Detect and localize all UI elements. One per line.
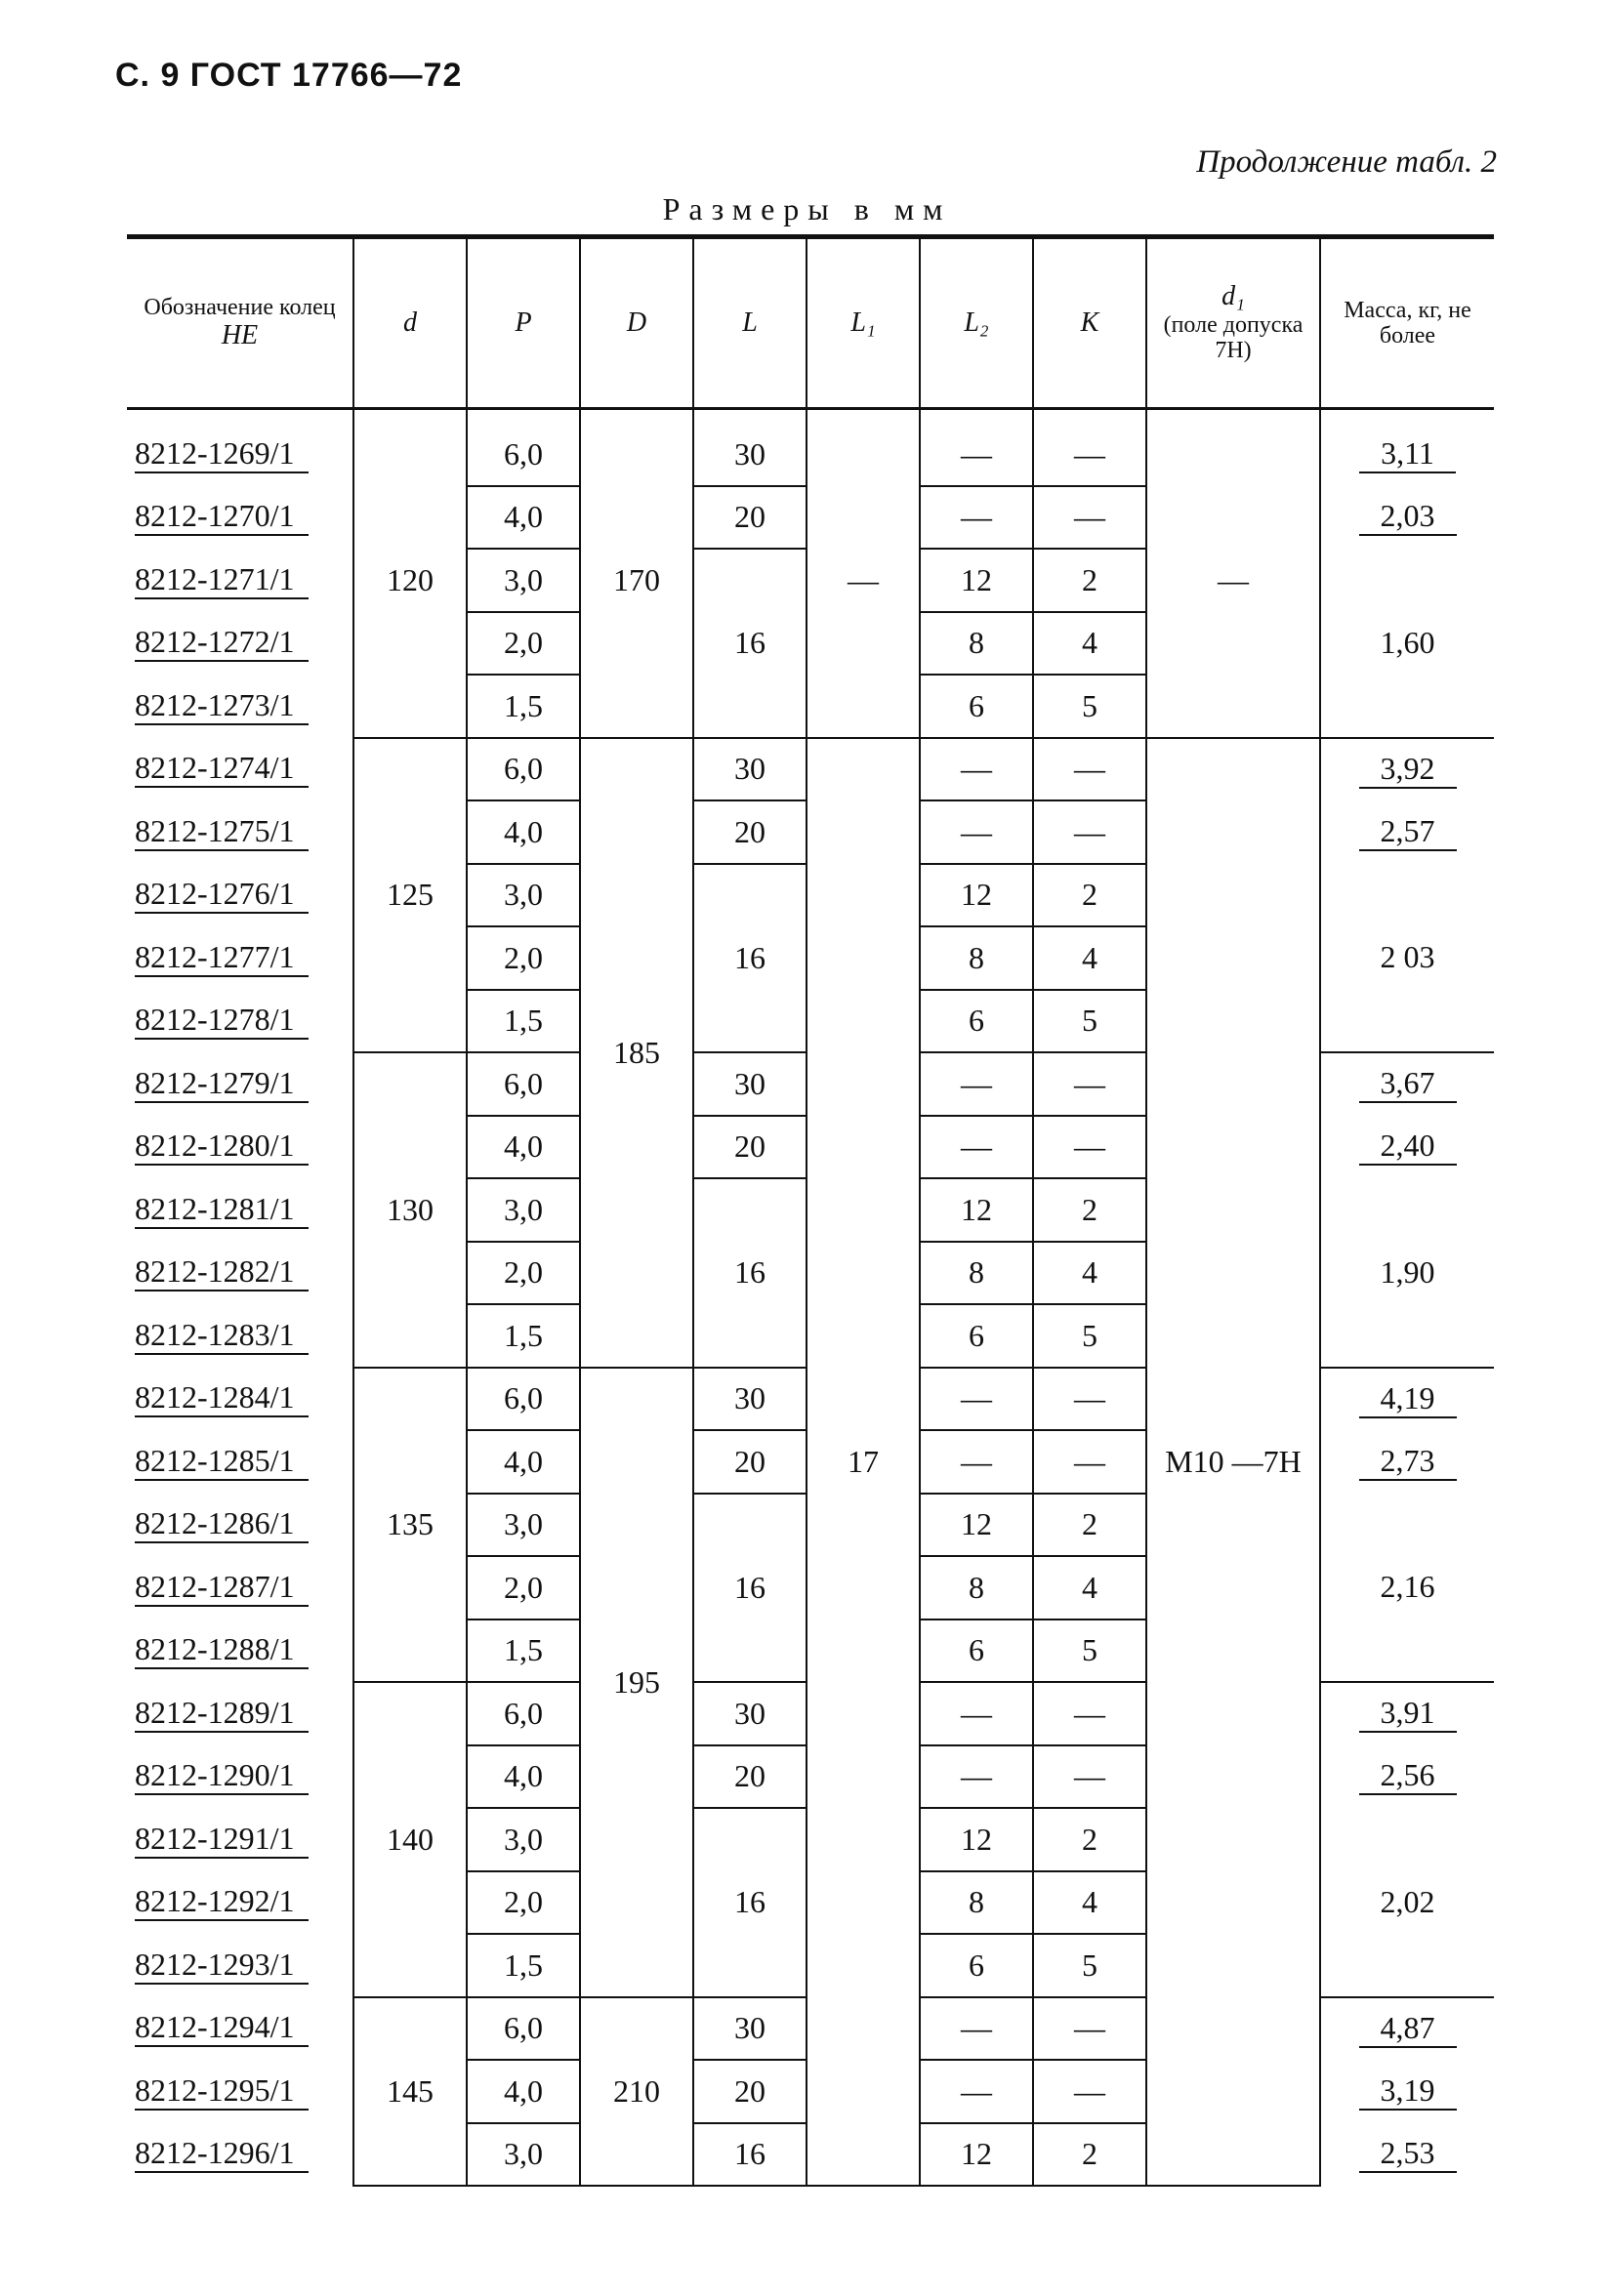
cell-p: 4,0 [467, 1116, 580, 1179]
cell-designation [127, 1556, 353, 1620]
cell-p: 6,0 [467, 409, 580, 486]
cell-mass [1320, 1745, 1494, 1809]
cell-mass [1320, 1430, 1494, 1494]
cell-L: 20 [693, 2060, 807, 2123]
cell-K: — [1033, 1116, 1146, 1179]
cell-L: 30 [693, 1052, 807, 1116]
cell-K: 4 [1033, 1242, 1146, 1305]
cell-d1: М10 —7Н [1146, 738, 1320, 2187]
cell-p: 6,0 [467, 1052, 580, 1116]
header-L [693, 237, 807, 409]
cell-mass: 1,90 [1320, 1178, 1494, 1368]
cell-d: 120 [353, 409, 467, 738]
table-header-row [127, 237, 1494, 409]
cell-p: 1,5 [467, 1934, 580, 1997]
cell-p: 4,0 [467, 1745, 580, 1809]
cell-L: 30 [693, 1997, 807, 2061]
ring-designation: 8212-1288/1 [135, 1631, 309, 1669]
cell-designation [127, 1494, 353, 1557]
cell-K: 4 [1033, 926, 1146, 990]
cell-K: 2 [1033, 1178, 1146, 1242]
cell-p: 2,0 [467, 1242, 580, 1305]
cell-L2: 8 [920, 1556, 1033, 1620]
cell-p: 6,0 [467, 1368, 580, 1431]
cell-mass [1320, 738, 1494, 801]
cell-designation [127, 864, 353, 927]
cell-p: 2,0 [467, 926, 580, 990]
cell-K: — [1033, 738, 1146, 801]
ring-designation: 8212-1291/1 [135, 1821, 309, 1859]
ring-designation: 8212-1281/1 [135, 1191, 309, 1229]
cell-designation [127, 675, 353, 738]
mass-value: 3,11 [1359, 435, 1456, 473]
ring-designation: 8212-1294/1 [135, 2009, 309, 2047]
cell-L2: 12 [920, 1808, 1033, 1871]
ring-designation: 8212-1271/1 [135, 561, 309, 599]
cell-D: 195 [580, 1368, 693, 1997]
cell-K: 5 [1033, 1304, 1146, 1368]
cell-designation [127, 1304, 353, 1368]
cell-mass: 1,60 [1320, 549, 1494, 738]
cell-p: 6,0 [467, 1682, 580, 1745]
cell-K: 5 [1033, 990, 1146, 1053]
header-K-label: K [1080, 307, 1099, 338]
cell-K: 2 [1033, 1808, 1146, 1871]
cell-designation [127, 1052, 353, 1116]
cell-designation [127, 2060, 353, 2123]
cell-mass: 2 03 [1320, 864, 1494, 1053]
cell-p: 3,0 [467, 1494, 580, 1557]
cell-p: 1,5 [467, 675, 580, 738]
cell-designation [127, 1871, 353, 1935]
mass-value: 2,03 [1359, 498, 1457, 536]
cell-mass [1320, 2123, 1494, 2187]
cell-designation [127, 1620, 353, 1683]
cell-designation [127, 1934, 353, 1997]
cell-L2: 6 [920, 990, 1033, 1053]
ring-designation: 8212-1285/1 [135, 1443, 309, 1481]
cell-p: 3,0 [467, 864, 580, 927]
header-mass [1320, 237, 1494, 409]
cell-designation [127, 549, 353, 612]
cell-p: 4,0 [467, 2060, 580, 2123]
mass-value: 2,73 [1359, 1443, 1457, 1481]
ring-designation: 8212-1287/1 [135, 1569, 309, 1607]
cell-L2: 12 [920, 864, 1033, 927]
cell-L2: 8 [920, 1242, 1033, 1305]
cell-K: — [1033, 800, 1146, 864]
cell-L2: — [920, 1997, 1033, 2061]
cell-K: 4 [1033, 612, 1146, 676]
cell-designation [127, 926, 353, 990]
cell-p: 1,5 [467, 1304, 580, 1368]
cell-L: 30 [693, 409, 807, 486]
cell-p: 2,0 [467, 1871, 580, 1935]
cell-p: 6,0 [467, 1997, 580, 2061]
cell-L: 16 [693, 549, 807, 738]
cell-L: 20 [693, 1430, 807, 1494]
cell-L2: 6 [920, 1304, 1033, 1368]
header-designation [127, 237, 353, 409]
cell-L: 16 [693, 1178, 807, 1368]
ring-designation: 8212-1283/1 [135, 1317, 309, 1355]
cell-p: 4,0 [467, 800, 580, 864]
cell-K: 5 [1033, 1934, 1146, 1997]
cell-designation [127, 612, 353, 676]
cell-K: — [1033, 2060, 1146, 2123]
cell-L2: — [920, 800, 1033, 864]
cell-L2: — [920, 1052, 1033, 1116]
cell-L1: — [807, 409, 920, 738]
ring-designation: 8212-1293/1 [135, 1947, 309, 1985]
table-row [127, 738, 1494, 801]
cell-L: 16 [693, 1808, 807, 1997]
cell-d: 140 [353, 1682, 467, 1997]
cell-mass [1320, 409, 1494, 486]
cell-designation [127, 1242, 353, 1305]
cell-L2: — [920, 1745, 1033, 1809]
mass-value: 4,87 [1359, 2010, 1457, 2048]
mass-value: 2,56 [1359, 1757, 1457, 1795]
ring-designation: 8212-1284/1 [135, 1379, 309, 1417]
cell-L2: 12 [920, 1494, 1033, 1557]
cell-d: 135 [353, 1368, 467, 1683]
cell-p: 2,0 [467, 1556, 580, 1620]
cell-mass [1320, 1682, 1494, 1745]
header-designation-symbol: НЕ [221, 319, 259, 350]
mass-value: 3,67 [1359, 1065, 1457, 1103]
ring-designation: 8212-1279/1 [135, 1065, 309, 1103]
mass-value: 2,53 [1359, 2135, 1457, 2173]
cell-K: — [1033, 1682, 1146, 1745]
header-d1-note: (поле допуска 7Н) [1163, 312, 1304, 364]
cell-K: 4 [1033, 1556, 1146, 1620]
cell-L: 30 [693, 738, 807, 801]
cell-p: 4,0 [467, 1430, 580, 1494]
header-d-label: d [403, 307, 417, 338]
cell-L: 20 [693, 1745, 807, 1809]
cell-K: — [1033, 1997, 1146, 2061]
ring-designation: 8212-1272/1 [135, 624, 309, 662]
cell-designation [127, 800, 353, 864]
cell-L2: 12 [920, 549, 1033, 612]
cell-p: 3,0 [467, 1178, 580, 1242]
mass-value: 3,92 [1359, 751, 1457, 789]
cell-L2: 6 [920, 1620, 1033, 1683]
cell-L2: 8 [920, 612, 1033, 676]
cell-p: 4,0 [467, 486, 580, 550]
cell-mass [1320, 2060, 1494, 2123]
mass-value: 3,19 [1359, 2072, 1457, 2111]
mass-value: 2,40 [1359, 1128, 1457, 1166]
cell-p: 6,0 [467, 738, 580, 801]
cell-L: 16 [693, 2123, 807, 2187]
header-mass-label: Масса, кг, не более [1344, 297, 1471, 348]
cell-K: — [1033, 486, 1146, 550]
header-d1 [1146, 237, 1320, 409]
cell-D: 170 [580, 409, 693, 738]
cell-d: 145 [353, 1997, 467, 2187]
cell-designation [127, 409, 353, 486]
cell-d1: — [1146, 409, 1320, 738]
cell-designation [127, 1745, 353, 1809]
mass-value: 4,19 [1359, 1380, 1457, 1418]
dimensions-table [127, 234, 1494, 2187]
ring-designation: 8212-1282/1 [135, 1253, 309, 1292]
cell-designation [127, 1116, 353, 1179]
cell-mass: 2,16 [1320, 1494, 1494, 1683]
cell-L2: 8 [920, 926, 1033, 990]
cell-L: 16 [693, 864, 807, 1053]
cell-designation [127, 2123, 353, 2187]
cell-L2: 12 [920, 2123, 1033, 2187]
ring-designation: 8212-1276/1 [135, 876, 309, 914]
header-p [467, 237, 580, 409]
cell-p: 3,0 [467, 549, 580, 612]
cell-L2: — [920, 486, 1033, 550]
cell-designation [127, 486, 353, 550]
ring-designation: 8212-1286/1 [135, 1505, 309, 1543]
cell-L2: — [920, 1682, 1033, 1745]
cell-L2: 6 [920, 1934, 1033, 1997]
ring-designation: 8212-1270/1 [135, 498, 309, 536]
cell-K: — [1033, 409, 1146, 486]
header-L1-label: L₁ [850, 307, 876, 338]
cell-K: — [1033, 1052, 1146, 1116]
cell-p: 1,5 [467, 990, 580, 1053]
cell-K: 2 [1033, 1494, 1146, 1557]
header-L2-label: L₂ [964, 307, 989, 338]
cell-L2: 12 [920, 1178, 1033, 1242]
table-continuation-label: Продолжение табл. 2 [1196, 144, 1497, 180]
header-D-label: D [626, 307, 647, 338]
page-header: С. 9 ГОСТ 17766—72 [115, 57, 463, 94]
cell-designation [127, 1430, 353, 1494]
cell-mass [1320, 1997, 1494, 2061]
cell-K: — [1033, 1368, 1146, 1431]
cell-designation [127, 1178, 353, 1242]
cell-designation [127, 1808, 353, 1871]
cell-mass [1320, 1116, 1494, 1179]
ring-designation: 8212-1290/1 [135, 1757, 309, 1795]
header-K [1033, 237, 1146, 409]
header-p-label: P [515, 307, 532, 338]
cell-K: 2 [1033, 2123, 1146, 2187]
dimensions-table-container [127, 234, 1494, 2187]
header-D [580, 237, 693, 409]
ring-designation: 8212-1278/1 [135, 1002, 309, 1040]
cell-K: 2 [1033, 864, 1146, 927]
cell-L: 16 [693, 1494, 807, 1683]
ring-designation: 8212-1274/1 [135, 750, 309, 788]
cell-K: 5 [1033, 1620, 1146, 1683]
cell-L1: 17 [807, 738, 920, 2187]
cell-L: 30 [693, 1682, 807, 1745]
cell-mass [1320, 1052, 1494, 1116]
cell-p: 1,5 [467, 1620, 580, 1683]
cell-mass: 2,02 [1320, 1808, 1494, 1997]
cell-K: — [1033, 1430, 1146, 1494]
cell-L2: — [920, 409, 1033, 486]
ring-designation: 8212-1277/1 [135, 939, 309, 977]
mass-value: 2,57 [1359, 813, 1457, 851]
cell-L2: — [920, 1116, 1033, 1179]
cell-designation [127, 1997, 353, 2061]
ring-designation: 8212-1289/1 [135, 1695, 309, 1733]
header-designation-label: Обозначение колец [144, 295, 336, 321]
cell-designation [127, 990, 353, 1053]
mass-value: 3,91 [1359, 1695, 1457, 1733]
cell-p: 3,0 [467, 1808, 580, 1871]
cell-L: 20 [693, 486, 807, 550]
cell-L2: 8 [920, 1871, 1033, 1935]
cell-L2: — [920, 2060, 1033, 2123]
cell-p: 2,0 [467, 612, 580, 676]
cell-D: 185 [580, 738, 693, 1368]
cell-L: 20 [693, 800, 807, 864]
cell-mass [1320, 486, 1494, 550]
cell-L: 30 [693, 1368, 807, 1431]
header-L1 [807, 237, 920, 409]
cell-L2: — [920, 738, 1033, 801]
cell-K: — [1033, 1745, 1146, 1809]
cell-L: 20 [693, 1116, 807, 1179]
cell-p: 3,0 [467, 2123, 580, 2187]
cell-d: 130 [353, 1052, 467, 1368]
header-L2 [920, 237, 1033, 409]
table-body [127, 409, 1494, 2187]
cell-designation [127, 1368, 353, 1431]
ring-designation: 8212-1295/1 [135, 2072, 309, 2111]
cell-mass [1320, 1368, 1494, 1431]
ring-designation: 8212-1280/1 [135, 1128, 309, 1166]
units-caption: Размеры в мм [662, 191, 952, 226]
cell-L2: — [920, 1430, 1033, 1494]
cell-d: 125 [353, 738, 467, 1053]
cell-designation [127, 1682, 353, 1745]
cell-K: 2 [1033, 549, 1146, 612]
header-L-label: L [742, 307, 758, 338]
cell-L2: — [920, 1368, 1033, 1431]
ring-designation: 8212-1296/1 [135, 2135, 309, 2173]
ring-designation: 8212-1269/1 [135, 435, 309, 473]
cell-designation [127, 738, 353, 801]
cell-mass [1320, 800, 1494, 864]
cell-K: 4 [1033, 1871, 1146, 1935]
cell-D: 210 [580, 1997, 693, 2187]
table-row [127, 409, 1494, 486]
ring-designation: 8212-1292/1 [135, 1883, 309, 1921]
header-d [353, 237, 467, 409]
ring-designation: 8212-1273/1 [135, 687, 309, 725]
cell-K: 5 [1033, 675, 1146, 738]
ring-designation: 8212-1275/1 [135, 813, 309, 851]
cell-L2: 6 [920, 675, 1033, 738]
header-d1-symbol: d₁ [1221, 281, 1245, 312]
